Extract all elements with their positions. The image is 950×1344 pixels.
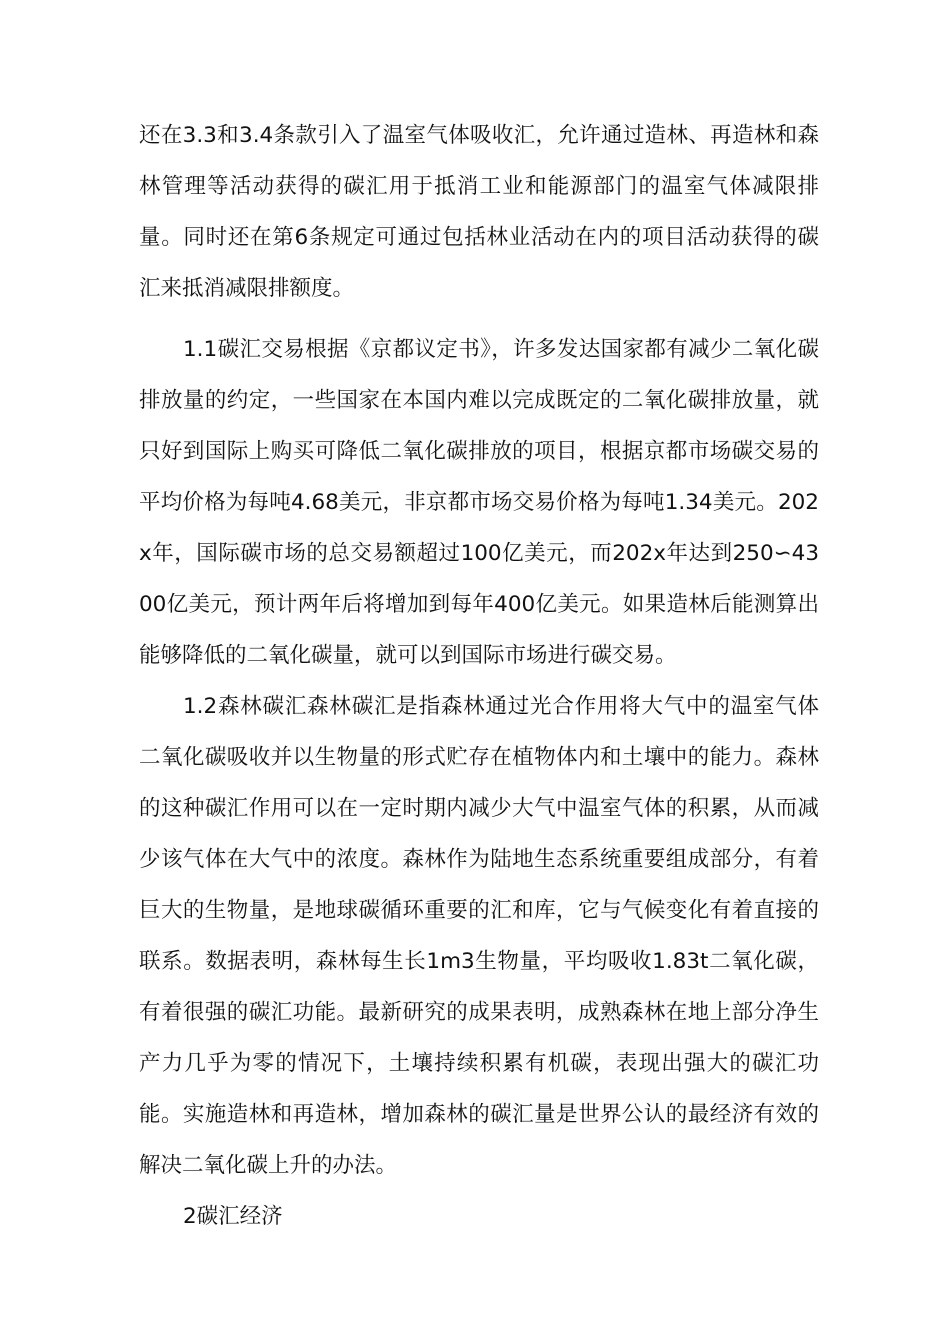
- document-body: [139, 110, 819, 1242]
- paragraph-continuation: 还在3.3和3.4条款引入了温室气体吸收汇，允许通过造林、再造林和森林管理等活动获得的碳汇用于抵消工业和能源部门的温室气体减限排量。同时还在第6条规定可通过包括林业活动在内的项目活动获得的碳汇来抵消减限排额度。: [139, 123, 819, 301]
- section-heading-carbon-economy: 2碳汇经济: [183, 1204, 283, 1229]
- paragraph-forest-carbon-sink: 1.2森林碳汇森林碳汇是指森林通过光合作用将大气中的温室气体二氧化碳吸收并以生物量的形式贮存在植物体内和土壤中的能力。森林的这种碳汇作用可以在一定时期内减少大气中温室气体的积累，从而减少该气体在大气中的浓度。森林作为陆地生态系统重要组成部分，有着巨大的生物量，是地球碳循环重要的汇和库，它与气候变化有着直接的联系。数据表明，森林每生长1m3生物量，平均吸收1.83t二氧化碳，有着很强的碳汇功能。最新研究的成果表明，成熟森林在地上部分净生产力几乎为零的情况下，土壤持续积累有机碳，表现出强大的碳汇功能。实施造林和再造林，增加森林的碳汇量是世界公认的最经济有效的解决二氧化碳上升的办法。: [139, 694, 819, 1178]
- paragraph-carbon-trading: 1.1碳汇交易根据《京都议定书》，许多发达国家都有减少二氧化碳排放量的约定，一些国家在本国内难以完成既定的二氧化碳排放量，就只好到国际上购买可降低二氧化碳排放的项目，根据京都市场碳交易的平均价格为每吨4.68美元，非京都市场交易价格为每吨1.34美元。202x年，国际碳市场的总交易额超过100亿美元，而202x年达到250∽4300亿美元，预计两年后将增加到每年400亿美元。如果造林后能测算出能够降低的二氧化碳量，就可以到国际市场进行碳交易。: [139, 337, 819, 668]
